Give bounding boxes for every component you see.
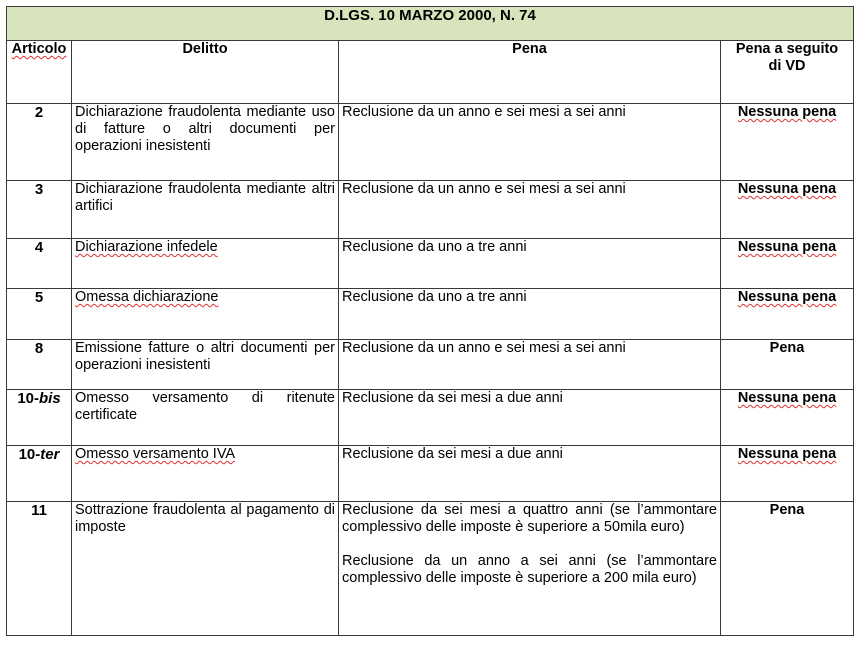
delitto-cell: Omesso versamento IVA [72, 446, 339, 502]
delitto-cell: Emissione fatture o altri documenti per operazioni inesistenti [72, 340, 339, 390]
delitto-cell: Dichiarazione fraudolenta mediante altri artifici [72, 181, 339, 239]
table-row [7, 104, 854, 181]
articolo-cell: 5 [7, 289, 72, 340]
pena-cell: Reclusione da un anno e sei mesi a sei anni [339, 104, 721, 181]
pena-vd-cell: Nessuna pena [721, 446, 854, 502]
pena-cell [339, 502, 721, 636]
table-row [7, 289, 854, 340]
table-title: D.LGS. 10 MARZO 2000, N. 74 [7, 7, 854, 41]
pena-cell: Reclusione da uno a tre anni [339, 239, 721, 289]
pena-vd-cell: Nessuna pena [721, 390, 854, 446]
pena-vd-cell: Nessuna pena [721, 181, 854, 239]
pena-cell: Reclusione da un anno e sei mesi a sei anni [339, 181, 721, 239]
header-articolo: Articolo [7, 41, 72, 104]
pena-vd-cell: Nessuna pena [721, 104, 854, 181]
title-row [7, 7, 854, 41]
delitto-cell: Omesso versamento di ritenute certificate [72, 390, 339, 446]
header-pena-vd: Pena a seguito di VD [721, 41, 854, 104]
pena-cell: Reclusione da sei mesi a due anni [339, 390, 721, 446]
articolo-cell: 8 [7, 340, 72, 390]
articolo-cell: 10-ter [7, 446, 72, 502]
articolo-cell: 11 [7, 502, 72, 636]
header-pena: Pena [339, 41, 721, 104]
table-row [7, 239, 854, 289]
pena-vd-cell: Pena [721, 502, 854, 636]
table-row [7, 181, 854, 239]
articolo-cell: 10-bis [7, 390, 72, 446]
penalty-table [6, 6, 854, 636]
table-row [7, 502, 854, 636]
pena-cell: Reclusione da un anno e sei mesi a sei anni [339, 340, 721, 390]
delitto-cell: Sottrazione fraudolenta al pagamento di imposte [72, 502, 339, 636]
pena-cell: Reclusione da sei mesi a due anni [339, 446, 721, 502]
pena-vd-cell: Nessuna pena [721, 239, 854, 289]
pena-vd-cell: Nessuna pena [721, 289, 854, 340]
pena-cell: Reclusione da uno a tre anni [339, 289, 721, 340]
pena-paragraph: Reclusione da sei mesi a quattro anni (se l’ammontare complessivo delle imposte è superiore a 50mila euro) [342, 502, 717, 535]
articolo-cell: 3 [7, 181, 72, 239]
table-row [7, 390, 854, 446]
header-row [7, 41, 854, 104]
delitto-cell: Omessa dichiarazione [72, 289, 339, 340]
articolo-cell: 2 [7, 104, 72, 181]
articolo-cell: 4 [7, 239, 72, 289]
table-row [7, 446, 854, 502]
table-row [7, 340, 854, 390]
delitto-cell: Dichiarazione infedele [72, 239, 339, 289]
pena-paragraph: Reclusione da un anno a sei anni (se l’ammontare complessivo delle imposte è superiore a 200 mila euro) [342, 553, 717, 586]
pena-vd-cell: Pena [721, 340, 854, 390]
delitto-cell: Dichiarazione fraudolenta mediante uso di fatture o altri documenti per operazioni inesistenti [72, 104, 339, 181]
header-delitto: Delitto [72, 41, 339, 104]
